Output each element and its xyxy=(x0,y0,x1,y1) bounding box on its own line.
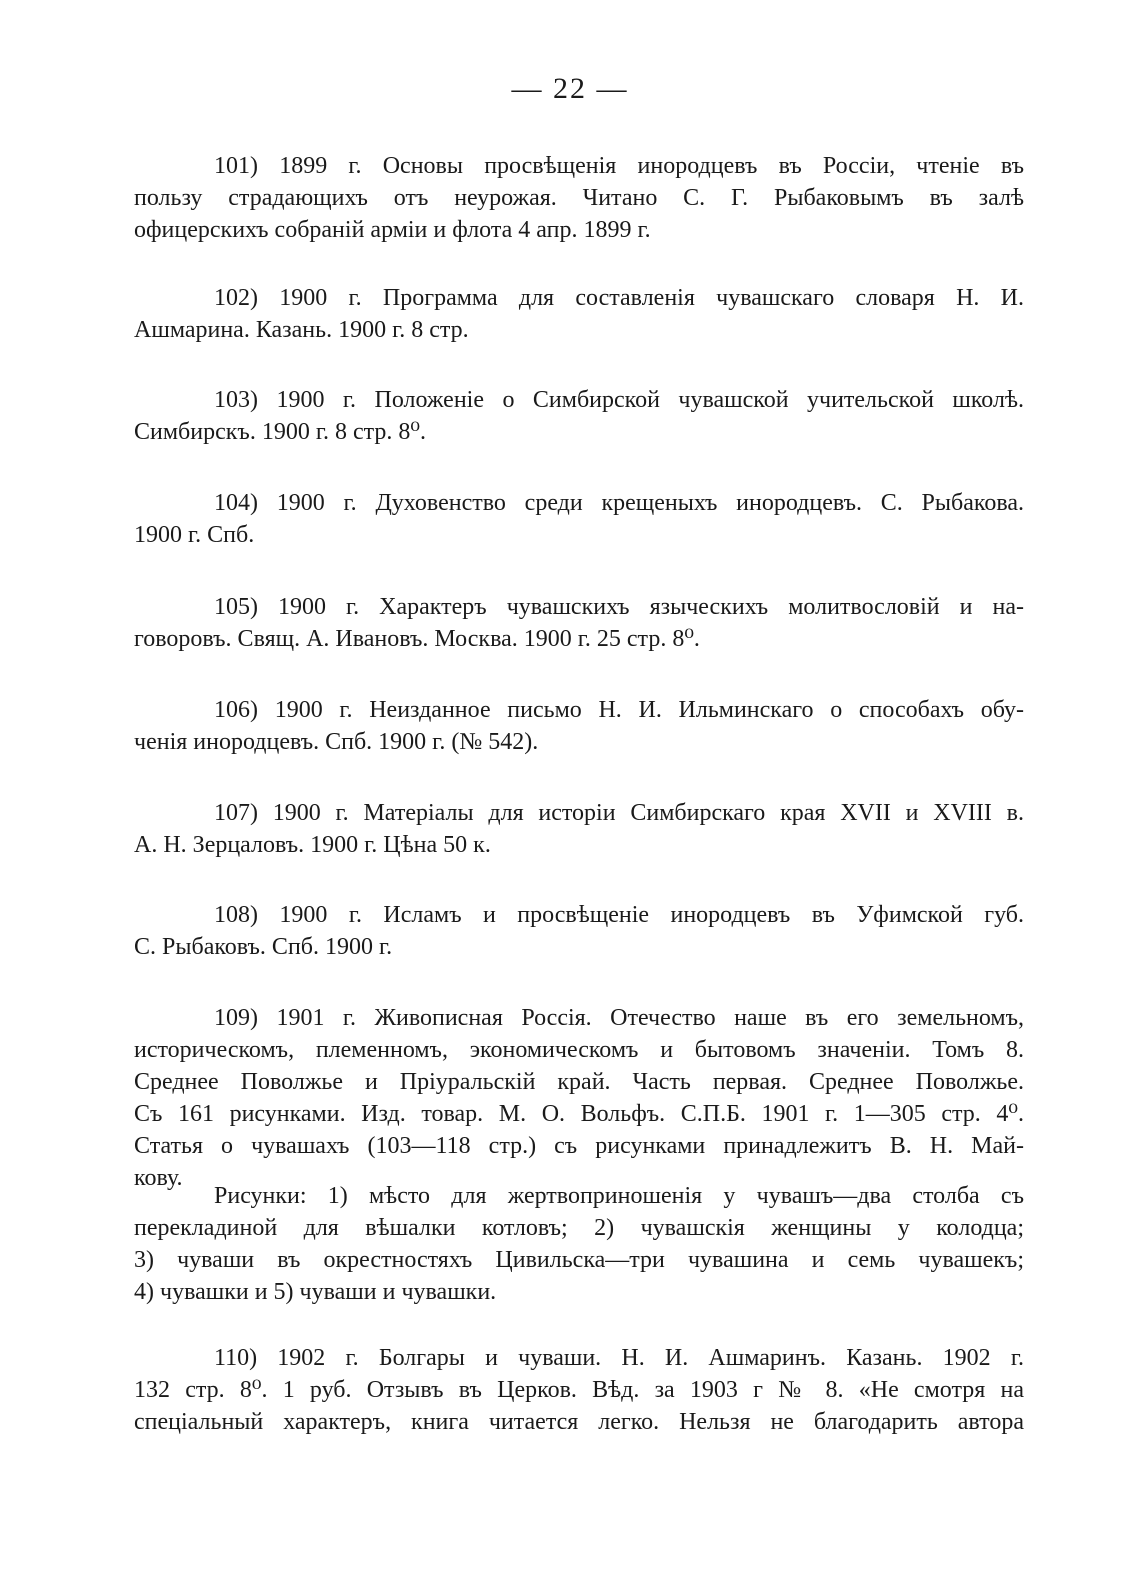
entry-105 xyxy=(134,591,1024,655)
text-line: 4) чувашки и 5) чуваши и чувашки. xyxy=(134,1279,497,1305)
entry-110 xyxy=(134,1342,1024,1438)
text-line: говоровъ. Свящ. А. Ивановъ. Москва. 1900 г. 25 стр. 8⁰. xyxy=(134,626,700,652)
text-line: Среднее Поволжье и Пріуральскій край. Часть первая. Среднее Поволжье. xyxy=(134,1069,1024,1095)
text-line: историческомъ, племенномъ, экономическомъ и бытовомъ значеніи. Томъ 8. xyxy=(134,1037,1024,1063)
text-line: Рисунки: 1) мѣсто для жертвоприношенія у чувашъ—два столба съ xyxy=(214,1183,1024,1209)
text-line: С. Рыбаковъ. Спб. 1900 г. xyxy=(134,934,393,960)
entry-106 xyxy=(134,694,1024,758)
text-line: 132 стр. 8⁰. 1 руб. Отзывъ въ Церков. Вѣд. за 1903 г № 8. «Не смотря на xyxy=(134,1377,1024,1403)
text-line: 107) 1900 г. Матеріалы для исторіи Симбирскаго края XVII и XVIII в. xyxy=(214,800,1024,826)
text-line: 1900 г. Спб. xyxy=(134,522,255,548)
text-line: офицерскихъ собраній арміи и флота 4 апр. 1899 г. xyxy=(134,217,651,243)
entry-108 xyxy=(134,899,1024,963)
text-line: пользу страдающихъ отъ неурожая. Читано С. Г. Рыбаковымъ въ залѣ xyxy=(134,185,1024,211)
entry-109-illustrations xyxy=(134,1180,1024,1308)
text-line: 110) 1902 г. Болгары и чуваши. Н. И. Ашмаринъ. Казань. 1902 г. xyxy=(214,1345,1024,1371)
text-line: кову. xyxy=(134,1165,183,1191)
text-line: 104) 1900 г. Духовенство среди крещеныхъ инородцевъ. С. Рыбакова. xyxy=(214,490,1024,516)
text-line: 108) 1900 г. Исламъ и просвѣщеніе инородцевъ въ Уфимской губ. xyxy=(214,902,1024,928)
text-line: А. Н. Зерцаловъ. 1900 г. Цѣна 50 к. xyxy=(134,832,491,858)
text-line: Ашмарина. Казань. 1900 г. 8 стр. xyxy=(134,317,469,343)
text-line: ченія инородцевъ. Спб. 1900 г. (№ 542). xyxy=(134,729,539,755)
text-line: 102) 1900 г. Программа для составленія чувашскаго словаря Н. И. xyxy=(214,285,1024,311)
entry-109 xyxy=(134,1002,1024,1194)
entry-107 xyxy=(134,797,1024,861)
text-line: 101) 1899 г. Основы просвѣщенія инородцевъ въ Россіи, чтеніе въ xyxy=(214,153,1024,179)
text-line: 106) 1900 г. Неизданное письмо Н. И. Ильминскаго о способахъ обу- xyxy=(214,697,1024,723)
page-number: — 22 — xyxy=(511,72,629,105)
entry-102 xyxy=(134,282,1024,346)
text-line: 109) 1901 г. Живописная Россія. Отечество наше въ его земельномъ, xyxy=(214,1005,1024,1031)
text-line: 3) чуваши въ окрестностяхъ Цивильска—три чувашина и семь чувашекъ; xyxy=(134,1247,1024,1273)
text-line: спеціальный характеръ, книга читается легко. Нельзя не благодарить автора xyxy=(134,1409,1024,1435)
text-line: Съ 161 рисунками. Изд. товар. М. О. Вольфъ. С.П.Б. 1901 г. 1—305 стр. 4⁰. xyxy=(134,1101,1024,1127)
text-line: 105) 1900 г. Характеръ чувашскихъ языческихъ молитвословій и на- xyxy=(214,594,1024,620)
text-line: Симбирскъ. 1900 г. 8 стр. 8⁰. xyxy=(134,419,427,445)
entry-101 xyxy=(134,150,1024,246)
entry-104 xyxy=(134,487,1024,551)
text-line: 103) 1900 г. Положеніе о Симбирской чувашской учительской школѣ. xyxy=(214,387,1024,413)
text-line: перекладиной для вѣшалки котловъ; 2) чувашскія женщины у колодца; xyxy=(134,1215,1024,1241)
entry-103 xyxy=(134,384,1024,448)
text-line: Статья о чувашахъ (103—118 стр.) съ рисунками принадлежитъ В. Н. Май- xyxy=(134,1133,1024,1159)
